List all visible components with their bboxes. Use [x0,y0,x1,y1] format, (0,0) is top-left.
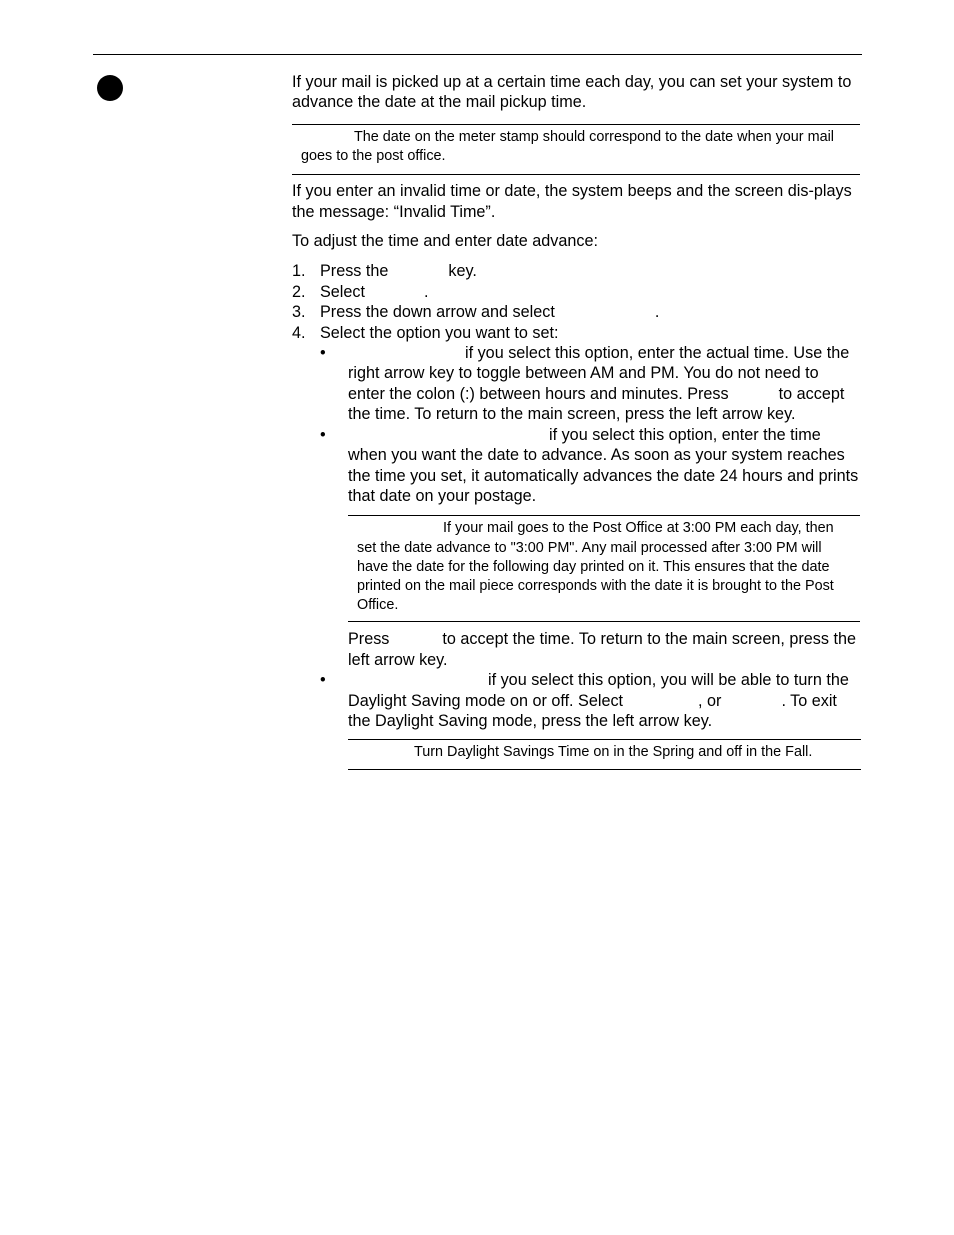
option-daylight-saving: • if you select this option, you will be able to turn the Daylight Saving mode on or off. Select , or . To exit the Daylight Saving mode, press the left arrow key. Turn Daylight Savings Time on in the Spring and off in the Fall. [320,670,860,769]
header-rule [93,54,862,55]
options-list [320,343,860,770]
step-3: 3. Press the down arrow and select . [292,303,660,322]
step-1: 1. Press the key. [292,262,477,281]
note-text: The date on the meter stamp should correspond to the date when your mail goes to the post office. [301,128,834,165]
steps-list [292,261,860,769]
section-marker-icon [97,75,123,101]
note-box-date-advance: If your mail goes to the Post Office at 3:00 PM each day, then set the date advance to "3:00 PM". Any mail processed after 3:00 PM will have the date for the following day printed on it. This ensures that the date printed on the mail piece corresponds with the date it is brought to the Post Office. [348,515,860,622]
instructions-lead: To adjust the time and enter date advance: [292,232,598,251]
intro-paragraph: If your mail is picked up at a certain time each day, you can set your system to advance the date at the mail pickup time. [292,73,852,112]
step-4: 4. Select the option you want to set: • if you select this option, enter the actual time. Use the right arrow key to toggle between AM and PM. You do not need to enter the colon (:) between hours and minutes. Press to accept the time. To return to the main screen, press the left arrow key. • if you select this option, enter the time when you want the date to advance. As soon as your system reaches the time you set, it automatically advances the date 24 hours and prints that date on your postage. If your mail goes to the Post Office at 3:00 PM each day, then set the date advance to "3:00 PM". Any mail processed after 3:00 PM will have the date for the following day printed on it. This ensures that the date printed on the mail piece corresponds with the date it is brought to the Post Office. Press to accept the time. To return to the main screen, press the left arrow key. • if you select this option, you will be able to turn the Daylight Saving mode on or off. Select , or . To exit the Daylight Saving mode, press the left arrow key. Turn Daylight Savings Time on in the Spring and off in the Fall. [292,323,860,770]
option-date-advance: • if you select this option, enter the time when you want the date to advance. As soon as your system reaches the time you set, it automatically advances the date 24 hours and prints that date on your postage. If your mail goes to the Post Office at 3:00 PM each day, then set the date advance to "3:00 PM". Any mail processed after 3:00 PM will have the date for the following day printed on it. This ensures that the date printed on the mail piece corresponds with the date it is brought to the Post Office. Press to accept the time. To return to the main screen, press the left arrow key. [320,425,859,669]
step-2: 2. Select . [292,282,429,301]
option-set-time: • if you select this option, enter the actual time. Use the right arrow key to toggle between AM and PM. You do not need to enter the colon (:) between hours and minutes. Press to accept the time. To return to the main screen, press the left arrow key. [320,344,850,424]
note-box-daylight-saving: Turn Daylight Savings Time on in the Spring and off in the Fall. [348,739,861,769]
page-content [292,72,860,770]
note-box-meter-stamp [292,124,860,175]
invalid-time-paragraph: If you enter an invalid time or date, the system beeps and the screen dis-plays the message: “Invalid Time”. [292,182,852,221]
date-advance-accept-text: Press to accept the time. To return to the main screen, press the left arrow key. [348,630,856,669]
